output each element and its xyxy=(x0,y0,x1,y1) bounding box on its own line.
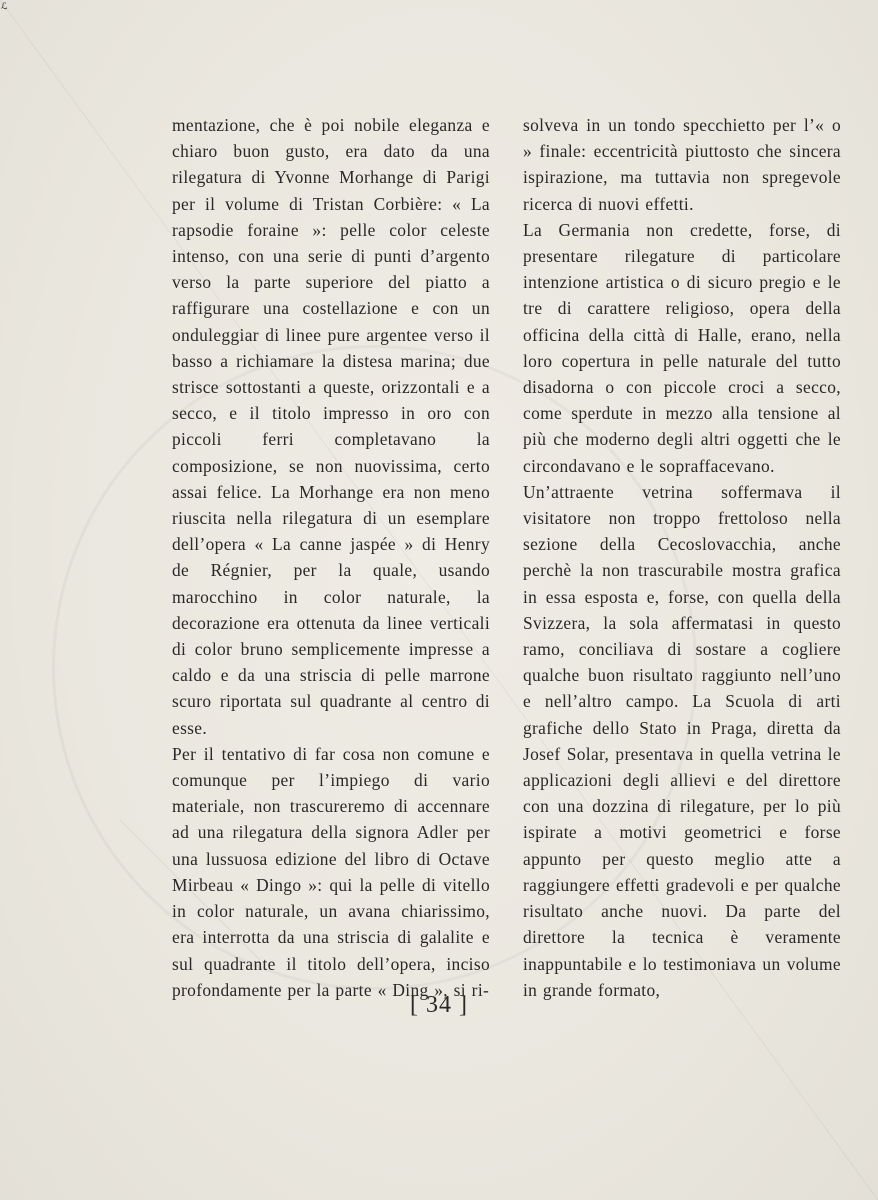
paragraph: solveva in un tondo specchietto per l’« o » finale: eccentricità piuttosto che sincera ispirazione, ma tuttavia non spregevole ricerca di nuovi effetti. xyxy=(523,115,841,214)
right-column xyxy=(523,112,841,1003)
paragraph: La Germania non credette, forse, di presentare rilegature di particolare intenzione artistica o di sicuro pregio e le tre di carattere religioso, opera della officina della città di Halle, erano, nella loro copertura in pelle naturale del tutto disadorna o con piccole croci a secco, come sperdute in mezzo alla tensione al più che moderno degli altri oggetti che le circondavano e le sopraffacevano. xyxy=(523,219,841,476)
corner-mark: ℒ xyxy=(1,1,8,11)
page-number: [ 34 ] xyxy=(410,992,468,1018)
left-column xyxy=(172,112,490,1003)
paragraph: mentazione, che è poi nobile eleganza e chiaro buon gusto, era dato da una rilegatura di Yvonne Morhange di Parigi per il volume di Tristan Corbière: « La rapsodie foraine »: pelle color celeste intenso, con una serie di punti d’argento verso la parte superiore del piatto a raffigurare una costellazione e con un onduleggiar di linee pure argentee verso il basso a richiamare la distesa marina; due strisce sottostanti a queste, orizzontali e a secco, e il titolo impresso in oro con piccoli ferri completavano la composizione, se non nuovissima, certo assai felice. La Morhange era non meno riuscita nella rilegatura di un esemplare dell’opera « La canne jaspée » di Henry de Régnier, per la quale, usando marocchino in color naturale, la decorazione era ottenuta da linee verticali di color bruno semplicemente impresse a caldo e da una striscia di pelle marrone scuro riportata sul quadrante al centro di esse. xyxy=(172,115,490,738)
paragraph: Per il tentativo di far cosa non comune e comunque per l’impiego di vario materiale, non trascureremo di accennare ad una rilegatura della signora Adler per una lussuosa edizione del libro di Octave Mirbeau « Dingo »: qui la pelle di vitello in color naturale, un avana chiarissimo, era interrotta da una striscia di galalite e sul quadrante il titolo dell’opera, inciso profondamente per la parte « Ding », si ri- xyxy=(172,743,490,1000)
paragraph: Un’attraente vetrina soffermava il visitatore non troppo frettoloso nella sezione della Cecoslovacchia, anche perchè la non trascurabile mostra grafica in essa esposta e, forse, con quella della Svizzera, la sola affermatasi in questo ramo, conciliava di sostare a cogliere qualche buon risultato raggiunto nell’uno e nell’altro campo. La Scuola di arti grafiche dello Stato in Praga, diretta da Josef Solar, presentava in quella vetrina le applicazioni degli allievi e del direttore con una dozzina di rilegature, per lo più ispirate a motivi geometrici e forse appunto per questo meglio atte a raggiungere effetti gradevoli e per qualche risultato anche nuovi. Da parte del direttore la tecnica è veramente inappuntabile e lo testimoniava un volume in grande formato, xyxy=(523,481,841,1000)
